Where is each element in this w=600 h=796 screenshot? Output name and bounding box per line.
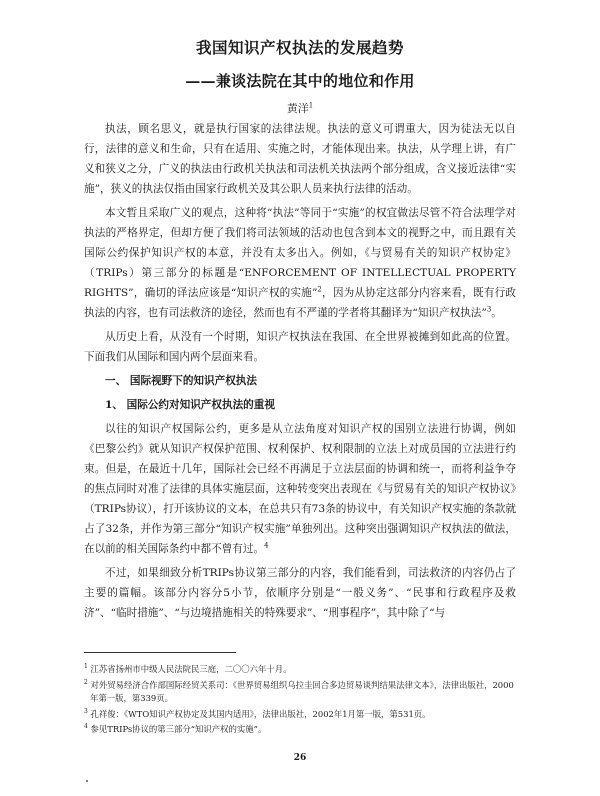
paragraph-text: 本文暂且采取广义的观点，这种将“执法”等同于“实施”的权宜做法尽管不符合法理学对执法的严格界定，但却方便了我们将司法领域的活动也包含到本文的视野之中，而且跟有关国际公约保护知识产权的本意，并没有太多出入。例如，《与贸易有关的知识产权协定》（TRIPs）第三部分的标题是“ENFORCEMENT OF INTELLECTUAL PROPERTY RIGHTS”，确切的译法应该是“知识产权的实施” bbox=[84, 207, 516, 299]
paragraph-text: 以往的知识产权国际公约，更多是从立法角度对知识产权的国别立法进行协调，例如《巴黎公约》就从知识产权保护范围、权利保护、权利限制的立法上对成员国的立法进行约束。但是，在最近十几年，国际社会已经不再满足于立法层面的协调和统一，而将利益争夺的焦点同时对准了法律的具体实施层面，这种转变突出表现在《与贸易有关的知识产权协议》（TRIPs协议），打开该协议的文本，在总共只有73条的协议中，有关知识产权实施的条款就占了32条，并作为第三部分“知识产权实施”单独列出。这种突出强调知识产权执法的做法，在以前的相关国际条约中都不曾有过。 bbox=[84, 423, 516, 555]
paragraph-text: 从历史上看，从没有一个时期，知识产权执法在我国、在全世界被摊到如此高的位置。下面我们从国际和国内两个层面来看。 bbox=[84, 331, 516, 363]
page-number: 26 bbox=[293, 753, 307, 763]
paragraph-text: 执法，顾名思义，就是执行国家的法律法规。执法的意义可谓重大，因为徒法无以自行，法律的意义和生命，只有在适用、实施之时，才能体现出来。执法，从学理上讲，有广义和狭义之分，广义的执法由行政机关执法和司法机关执法两个部分组成，含义接近法律“实施”，狭义的执法仅指由国家行政机关及其公职人员来执行法律的活动。 bbox=[84, 123, 516, 195]
footnote-text: 江苏省扬州市中级人民法院民三庭，二〇〇六年十月。 bbox=[87, 663, 292, 674]
footnote-ref: 4 bbox=[264, 541, 269, 550]
author-name: 黄洋 bbox=[286, 102, 309, 115]
body-text bbox=[84, 119, 516, 627]
footnote-divider bbox=[84, 652, 236, 653]
footnote bbox=[84, 676, 520, 705]
body-paragraph bbox=[84, 563, 516, 623]
footnote-ref: 3 bbox=[486, 305, 492, 314]
footnote-text: 对外贸易经济合作部国际经贸关系司：《世界贸易组织乌拉圭回合多边贸易谈判结果法律文本》，法律出版社，2000年第一版，第339页。 bbox=[87, 679, 514, 703]
scan-speck bbox=[86, 780, 88, 782]
footnotes bbox=[84, 660, 520, 736]
page-title: 我国知识产权执法的发展趋势 bbox=[195, 38, 404, 57]
footnote-text: 孔祥俊：《WTO知识产权协定及其国内适用》，法律出版社，2002年1月第一版，第531页。 bbox=[87, 708, 431, 719]
page-subtitle: ——兼谈法院在其中的地位和作用 bbox=[185, 72, 415, 90]
body-paragraph bbox=[84, 119, 516, 199]
body-paragraph bbox=[84, 327, 516, 367]
paragraph-text: ，因为从协定这部分内容来看，既有行政执法的内容，也有司法救济的途径，然而也有不严谨的学者将其翻译为“知识产权执法” bbox=[84, 287, 516, 319]
body-paragraph bbox=[84, 419, 516, 559]
footnote-mark: 3 bbox=[84, 707, 88, 715]
footnote-mark: 2 bbox=[84, 678, 88, 686]
author-footnote-mark: 1 bbox=[308, 101, 314, 110]
section-heading bbox=[84, 395, 516, 415]
footnote-mark: 4 bbox=[84, 723, 88, 731]
author-line bbox=[0, 100, 600, 116]
paragraph-text: 1、 国际公约对知识产权执法的重视 bbox=[105, 399, 275, 411]
paragraph-text: 一、 国际视野下的知识产权执法 bbox=[105, 375, 257, 387]
paragraph-text: 不过，如果细致分析TRIPs协议第三部分的内容，我们能看到，司法救济的内容仍占了主要的篇幅。该部分内容分5小节，依顺序分别是“一般义务”、“民事和行政程序及救济”、“临时措施”、“与边境措施相关的特殊要求”、“刑事程序”，其中除了“与 bbox=[84, 567, 516, 619]
footnote-ref: 2 bbox=[317, 285, 322, 294]
footnote bbox=[84, 720, 520, 736]
footnote bbox=[84, 705, 520, 721]
section-heading bbox=[84, 371, 516, 391]
paragraph-text: 。 bbox=[491, 307, 502, 319]
footnote-mark: 1 bbox=[84, 663, 88, 670]
footnote bbox=[84, 660, 520, 676]
footnote-text: 参见TRIPs协议的第三部分“知识产权的实施”。 bbox=[87, 724, 267, 735]
body-paragraph bbox=[84, 203, 516, 323]
